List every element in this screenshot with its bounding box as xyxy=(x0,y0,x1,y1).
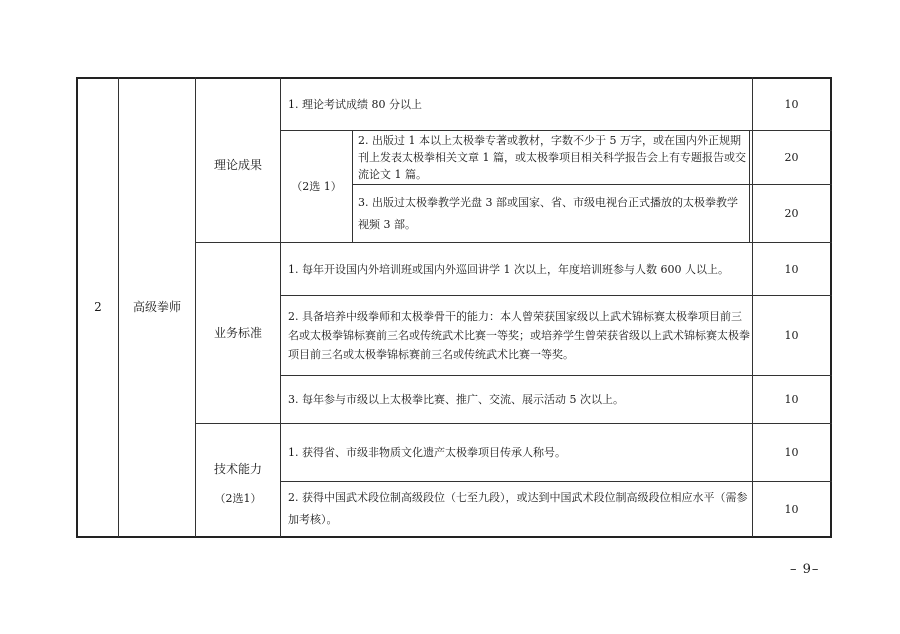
theory-item-2-score: 20 xyxy=(784,151,799,164)
skill-item-2-score: 10 xyxy=(784,502,799,516)
skill-item-1-score: 10 xyxy=(784,446,799,459)
skill-label: 技术能力 xyxy=(213,461,262,476)
business-label: 业务标准 xyxy=(213,325,262,340)
business-item-2-score: 10 xyxy=(784,329,799,342)
business-item-3-text: 3. 每年参与市级以上太极拳比赛、推广、交流、展示活动 5 次以上。 xyxy=(288,393,624,406)
table-right-border xyxy=(830,77,832,538)
row-title: 高级拳师 xyxy=(132,299,181,314)
skill-sub-label: （2选1） xyxy=(214,491,262,505)
theory-item-2-text: 2. 出版过 1 本以上太极拳专著或教材，字数不少于 5 万字，或在国内外正规期刊上发表太极拳相关文章 1 篇，或太极拳项目相关科学报告会上有专题报告或交流论文 1 篇。 xyxy=(358,134,746,181)
theory-sub-label: （2选 1） xyxy=(291,179,342,193)
theory-item-3-score: 20 xyxy=(784,207,799,220)
business-item-1-text: 1. 每年开设国内外培训班或国内外巡回讲学 1 次以上，年度培训班参与人数 600 人以上。 xyxy=(288,262,729,276)
business-item-3-score: 10 xyxy=(784,393,799,406)
theory-inner-col-left xyxy=(352,130,353,242)
business-item-2-text: 2. 具备培养中级拳师和太极拳骨干的能力：本人曾荣获国家级以上武术锦标赛太极拳项目前三名或太极拳锦标赛前三名或传统武术比赛一等奖；或培养学生曾荣获省级以上武术锦标赛太极拳项目前三名或太极拳锦标赛前三名或传统武术比赛一等奖。 xyxy=(288,310,750,361)
theory-item-1-text: 1. 理论考试成绩 80 分以上 xyxy=(288,97,422,111)
row-number: 2 xyxy=(94,299,102,314)
skill-item-2-text: 2. 获得中国武术段位制高级段位（七至九段），或达到中国武术段位制高级段位相应水平（需参加考核）。 xyxy=(288,491,748,526)
skill-item-1-text: 1. 获得省、市级非物质文化遗产太极拳项目传承人称号。 xyxy=(288,446,566,459)
theory-inner-col-right xyxy=(749,130,750,242)
theory-item-3-text: 3. 出版过太极拳教学光盘 3 部或国家、省、市级电视台正式播放的太极拳教学视频 3 部。 xyxy=(358,195,738,231)
page-number: – 9– xyxy=(790,562,820,577)
theory-label: 理论成果 xyxy=(213,157,262,172)
table-bottom-border xyxy=(76,536,832,538)
theory-item-1-score: 10 xyxy=(784,97,799,111)
business-item-1-score: 10 xyxy=(784,262,799,276)
